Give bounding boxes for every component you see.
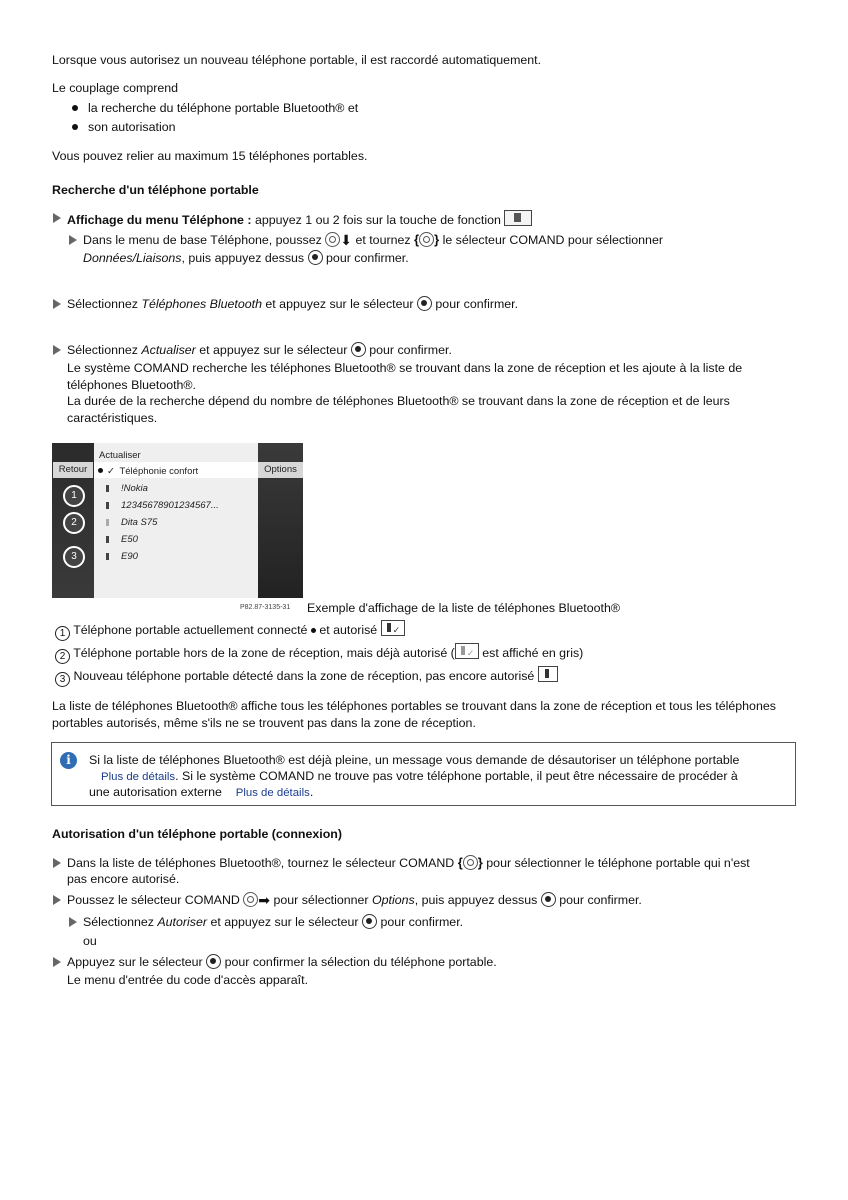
options-button: Options [258, 462, 303, 478]
new-phone-icon [538, 666, 558, 682]
auth-step-3-cont: Le menu d'entrée du code d'accès apparaît. [67, 973, 309, 987]
intro-paragraph-3: Vous pouvez relier au maximum 15 téléphones portables. [52, 149, 368, 163]
bullet-icon [72, 124, 78, 130]
step-1a-cont: Données/Liaisons, puis appuyez dessus pour confirmer. [83, 251, 409, 265]
rotate-selector-icon [243, 892, 258, 907]
auth-step-1-cont: pas encore autorisé. [67, 872, 180, 886]
list-description: La liste de téléphones Bluetooth® affiche tous les téléphones portables se trouvant dans la zone de réception et tous les téléphones portables autorisés, même s'ils ne se trouvent pas dans la zone de réception. [52, 699, 776, 730]
list-item: E90 [94, 549, 138, 566]
comand-screen-image [52, 443, 303, 598]
step-arrow-icon [53, 345, 61, 355]
step-1a: Dans le menu de base Téléphone, poussez ⬇ et tournez { } le sélecteur COMAND pour sélectionner [83, 232, 663, 248]
image-caption: Exemple d'affichage de la liste de téléphones Bluetooth® [307, 601, 620, 615]
press-selector-icon [351, 342, 366, 357]
info-line-3: une autorisation externe Plus de détails. [89, 785, 314, 799]
intro-paragraph-2: Le couplage comprend [52, 81, 179, 95]
intro-paragraph-1: Lorsque vous autorisez un nouveau téléphone portable, il est raccordé automatiquement. [52, 53, 542, 67]
authorized-phone-gray-icon: ✓ [455, 643, 479, 659]
step-3-paragraph-2: La durée de la recherche dépend du nombre de téléphones Bluetooth® se trouvant dans la zone de réception et de leurs caractéristiques. [67, 394, 730, 425]
press-selector-icon [417, 296, 432, 311]
bullet-icon [72, 105, 78, 111]
legend-item-1: 1 Téléphone portable actuellement connecté et autorisé ✓ [55, 620, 405, 641]
section-heading-search: Recherche d'un téléphone portable [52, 183, 259, 197]
step-arrow-icon [53, 858, 61, 868]
screen-header: Actualiser [99, 450, 141, 461]
press-selector-icon [206, 954, 221, 969]
step-3: Sélectionnez Actualiser et appuyez sur le sélecteur pour confirmer. [67, 343, 452, 357]
list-item: ✓ Téléphonie confort [94, 464, 198, 481]
auth-step-2a: Sélectionnez Autoriser et appuyez sur le sélecteur pour confirmer. [83, 915, 464, 929]
step-arrow-icon [53, 957, 61, 967]
step-2: Sélectionnez Téléphones Bluetooth et appuyez sur le sélecteur pour confirmer. [67, 297, 519, 311]
legend-item-3: 3 Nouveau téléphone portable détecté dans la zone de réception, pas encore autorisé [55, 666, 558, 687]
callout-2: 2 [63, 512, 85, 534]
callout-1: 1 [63, 485, 85, 507]
arrow-right-icon: ➡ [258, 892, 271, 908]
step-arrow-icon [53, 213, 61, 223]
arrow-down-icon: ⬇ [340, 232, 352, 248]
list-item: 12345678901234567... [94, 498, 219, 515]
info-box [51, 742, 796, 806]
legend-item-2: 2 Téléphone portable hors de la zone de réception, mais déjà autorisé ( ✓ est affiché en gris) [55, 643, 583, 664]
details-link[interactable]: Plus de détails [101, 771, 176, 783]
image-code: P82.87-3135-31 [240, 604, 291, 611]
auth-step-3: Appuyez sur le sélecteur pour confirmer la sélection du téléphone portable. [67, 955, 497, 969]
rotate-selector-icon [325, 232, 340, 247]
step-arrow-icon [53, 299, 61, 309]
details-link[interactable]: Plus de détails [235, 787, 310, 799]
info-line-1: Si la liste de téléphones Bluetooth® est déjà pleine, un message vous demande de désautoriser un téléphone portable [89, 753, 740, 767]
auth-step-2: Poussez le sélecteur COMAND ➡ pour sélectionner Options, puis appuyez dessus pour confirmer. [67, 892, 642, 908]
or-text: ou [83, 934, 97, 948]
step-arrow-icon [69, 917, 77, 927]
list-item: Dita S75 [94, 515, 157, 532]
auth-step-1: Dans la liste de téléphones Bluetooth®, tournez le sélecteur COMAND { } pour sélectionner le téléphone portable qui n'est [67, 855, 750, 870]
bluetooth-phone-list [94, 443, 258, 598]
step-arrow-icon [53, 895, 61, 905]
list-item: E50 [94, 532, 138, 549]
press-selector-icon [362, 914, 377, 929]
step-3-paragraph-1: Le système COMAND recherche les téléphones Bluetooth® se trouvant dans la zone de réception et les ajoute à la liste de téléphones Bluetooth®. [67, 361, 743, 392]
callout-3: 3 [63, 546, 85, 568]
info-line-2: Plus de détails. Si le système COMAND ne trouve pas votre téléphone portable, il peut être nécessaire de procéder à [101, 769, 738, 783]
info-icon: i [60, 752, 77, 769]
phone-key-icon [504, 210, 532, 226]
list-item: !Nokia [94, 481, 148, 498]
section-heading-authorisation: Autorisation d'un téléphone portable (connexion) [52, 827, 342, 841]
rotate-selector-icon [419, 232, 434, 247]
press-selector-icon [308, 250, 323, 265]
connected-dot-icon [311, 628, 316, 633]
step-1: Affichage du menu Téléphone : appuyez 1 ou 2 fois sur la touche de fonction [67, 210, 532, 229]
rotate-selector-icon [463, 855, 478, 870]
step-arrow-icon [69, 235, 77, 245]
retour-button: Retour [53, 462, 93, 478]
authorized-phone-icon: ✓ [381, 620, 405, 636]
press-selector-icon [541, 892, 556, 907]
